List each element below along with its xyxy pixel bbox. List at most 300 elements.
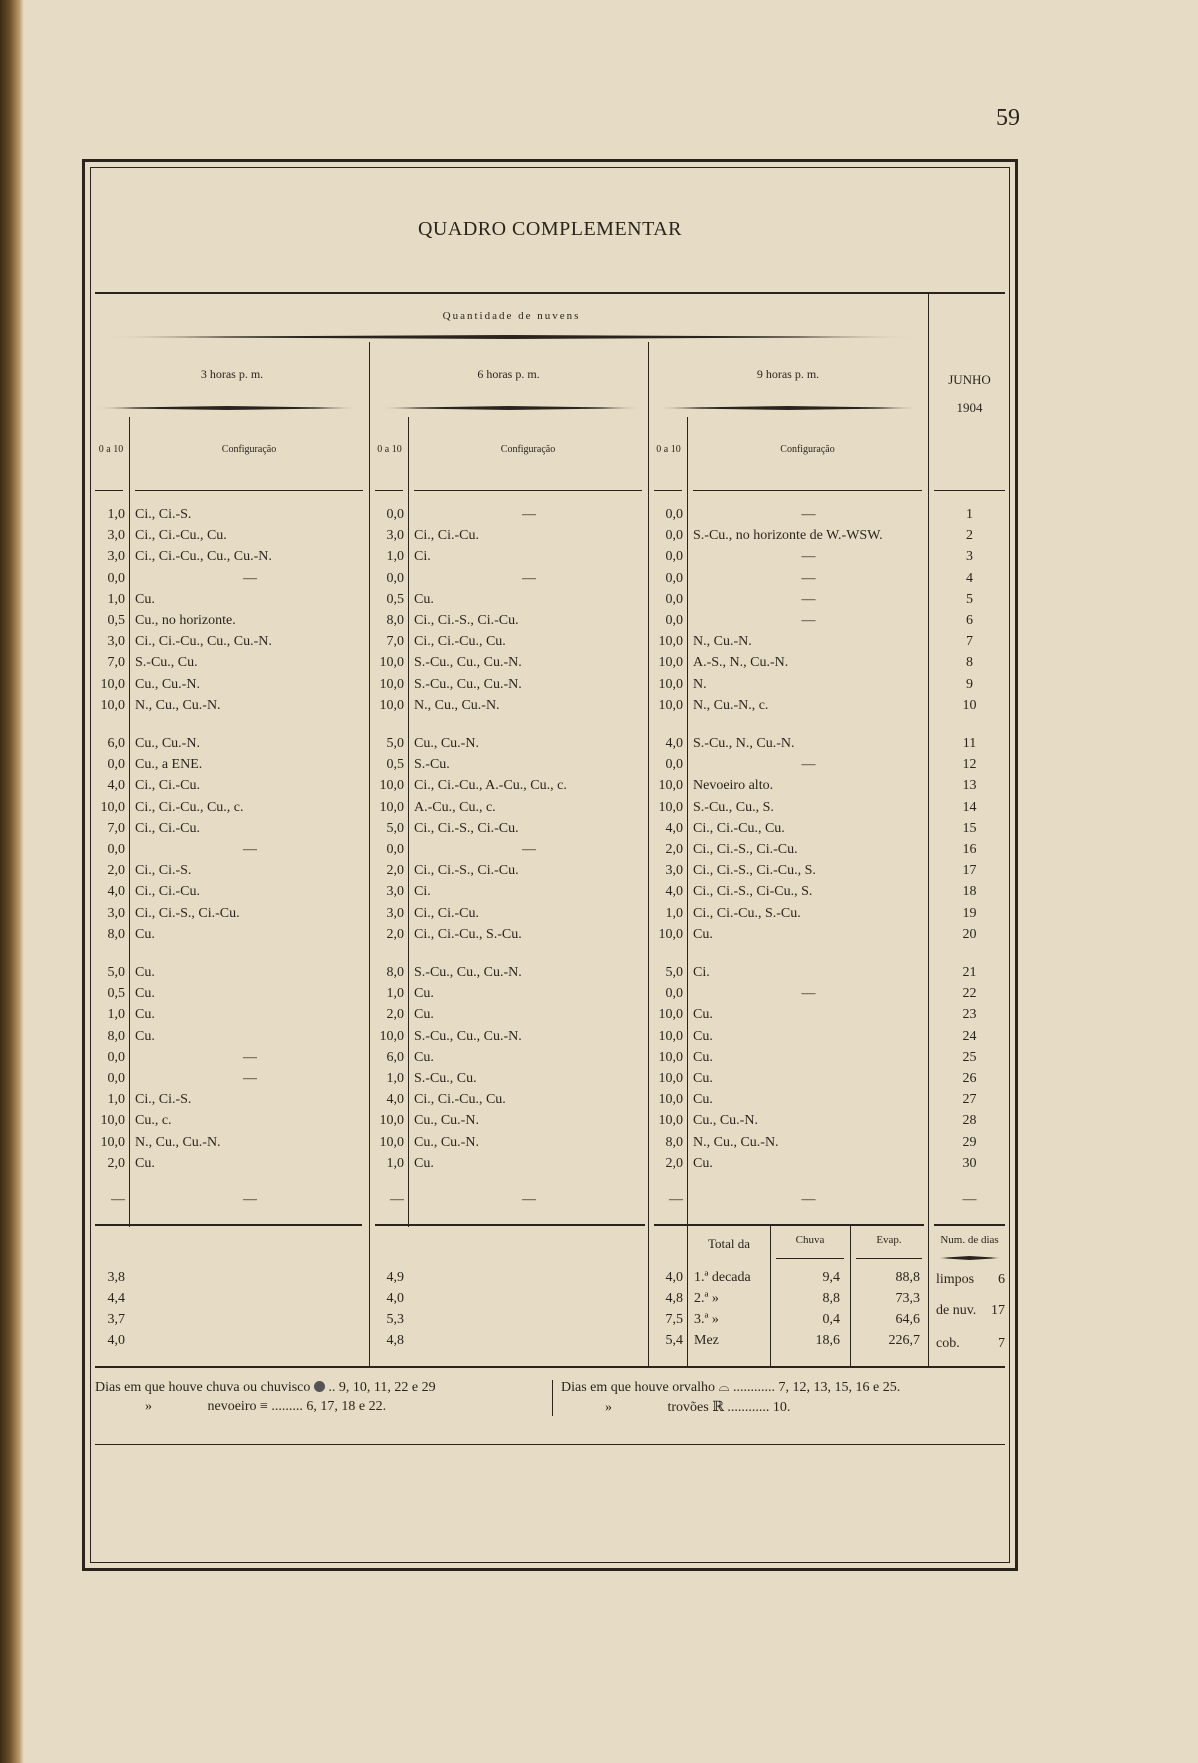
config-3pm: — <box>243 1192 257 1207</box>
cloud-amount-9pm: 10,0 <box>658 926 683 942</box>
cloud-amount-3pm: 0,5 <box>107 986 125 1002</box>
cloud-amount-3pm: 8,0 <box>107 926 125 942</box>
cloud-amount-9pm: 10,0 <box>658 1071 683 1086</box>
header-scale-9: 0 a 10 <box>656 444 681 455</box>
subdivider-6 <box>408 417 409 1227</box>
config-3pm: Ci., Ci.-Cu. <box>135 884 200 900</box>
config-3pm: N., Cu., Cu.-N. <box>135 697 221 713</box>
day-number: 24 <box>962 1028 977 1044</box>
cloud-amount-9pm: 3,0 <box>665 863 683 879</box>
config-6pm: N., Cu., Cu.-N. <box>414 697 500 713</box>
group-header: Quantidade de nuvens <box>442 310 581 322</box>
config-9pm: Ci. <box>693 965 710 980</box>
thunder-prefix: » <box>605 1400 612 1415</box>
config-3pm: N., Cu., Cu.-N. <box>135 1134 221 1150</box>
thunder-days: ............ 10. <box>727 1400 791 1415</box>
day-number: 11 <box>962 736 977 751</box>
evap-total: 88,8 <box>895 1270 920 1285</box>
config-6pm: Ci., Ci.-S., Ci.-Cu. <box>414 863 519 879</box>
evap-total: 64,6 <box>895 1312 920 1327</box>
cloud-amount-3pm: 1,0 <box>107 591 125 607</box>
bottom-rule <box>95 1444 1005 1445</box>
cloud-amount-6pm: 10,0 <box>379 1134 404 1150</box>
config-9pm: Cu. <box>693 1071 713 1086</box>
config-9pm: Cu. <box>693 1028 713 1044</box>
config-6pm: Cu., Cu.-N. <box>414 1134 479 1150</box>
config-3pm: Cu., a ENE. <box>135 757 203 773</box>
cloud-amount-3pm: 10,0 <box>100 1134 125 1150</box>
fog-symbol-icon: ≡ <box>259 1399 268 1414</box>
period-label: 3.ª » <box>694 1312 719 1327</box>
summary-subrule <box>856 1258 922 1259</box>
rain-total: 18,6 <box>815 1333 840 1348</box>
rain-symbol-icon <box>314 1381 325 1392</box>
colhead-rule <box>414 490 642 491</box>
cloud-amount-3pm: 10,0 <box>100 799 125 815</box>
config-3pm: Cu. <box>135 1007 155 1023</box>
cloud-amount-9pm: 10,0 <box>658 655 683 671</box>
config-9pm: — <box>801 549 816 565</box>
cloud-amount-9pm: 10,0 <box>658 697 683 713</box>
config-6pm: Ci. <box>414 884 431 900</box>
cloud-amount-3pm: 3,0 <box>107 528 125 544</box>
config-6pm: Cu. <box>414 1049 434 1065</box>
mean-3pm: 3,7 <box>107 1312 125 1327</box>
summary-header-evap: Evap. <box>876 1234 902 1246</box>
cloud-amount-6pm: 1,0 <box>386 1071 404 1086</box>
mean-6pm: 4,8 <box>386 1333 404 1348</box>
cloud-amount-3pm: 3,0 <box>107 549 125 565</box>
header-month: JUNHO <box>948 372 991 387</box>
divider-3-6 <box>369 342 370 1366</box>
config-6pm: Ci., Ci.-Cu., A.-Cu., Cu., c. <box>414 778 567 794</box>
day-number: 19 <box>962 905 977 921</box>
cloud-amount-6pm: 0,0 <box>386 842 404 857</box>
cloud-amount-9pm: 10,0 <box>658 1113 683 1129</box>
cloud-amount-9pm: 0,0 <box>665 757 683 773</box>
config-9pm: Ci., Ci.-S., Ci.-Cu. <box>693 842 798 857</box>
config-9pm: A.-S., N., Cu.-N. <box>693 655 789 671</box>
config-3pm: Cu., c. <box>135 1113 172 1129</box>
day-number: 25 <box>962 1049 977 1065</box>
config-3pm: Cu. <box>135 1028 155 1044</box>
config-9pm: Cu. <box>693 1007 713 1023</box>
config-6pm: Ci., Ci.-Cu., Cu. <box>414 1092 506 1108</box>
cloud-amount-3pm: 3,0 <box>107 905 125 921</box>
config-3pm: Cu. <box>135 926 155 942</box>
mean-6pm: 4,0 <box>386 1291 404 1306</box>
cloud-amount-3pm: 0,0 <box>107 757 125 773</box>
config-6pm: S.-Cu., Cu., Cu.-N. <box>414 1028 522 1044</box>
config-9pm: Ci., Ci.-S., Ci.-Cu., S. <box>693 863 816 879</box>
dew-symbol-icon: ⌓ <box>718 1380 730 1395</box>
dew-days: ............ 7, 12, 13, 15, 16 e 25. <box>733 1380 901 1395</box>
rain-total: 8,8 <box>822 1291 840 1306</box>
rain-total: 0,4 <box>822 1312 840 1327</box>
cloud-amount-6pm: — <box>390 1192 404 1207</box>
colhead-rule <box>654 490 682 491</box>
cloud-amount-3pm: 0,5 <box>107 613 125 628</box>
page-title: QUADRO COMPLEMENTAR <box>417 218 683 240</box>
header-scale-6: 0 a 10 <box>377 444 402 455</box>
config-3pm: Cu., Cu.-N. <box>135 736 200 751</box>
cloud-amount-9pm: 10,0 <box>658 799 683 815</box>
day-number: 18 <box>962 884 977 900</box>
cloud-amount-9pm: 10,0 <box>658 778 683 794</box>
config-6pm: Ci., Ci.-S., Ci.-Cu. <box>414 613 519 628</box>
summary-header-numdias: Num. de dias <box>940 1234 999 1246</box>
config-3pm: Ci., Ci.-Cu., Cu., Cu.-N. <box>135 549 272 565</box>
cloud-amount-9pm: 0,0 <box>665 507 683 522</box>
config-9pm: S.-Cu., N., Cu.-N. <box>693 736 795 751</box>
colhead-rule <box>693 490 922 491</box>
colhead-rule <box>95 490 123 491</box>
config-9pm: Cu. <box>693 1049 713 1065</box>
config-9pm: S.-Cu., Cu., S. <box>693 799 774 815</box>
config-3pm: Cu. <box>135 965 155 980</box>
config-3pm: Cu., no horizonte. <box>135 613 236 628</box>
config-9pm: — <box>801 986 816 1002</box>
mean-9pm: 4,0 <box>665 1270 683 1285</box>
cloud-amount-9pm: 10,0 <box>658 676 683 692</box>
config-6pm: Cu. <box>414 1155 434 1171</box>
config-3pm: Cu. <box>135 591 155 607</box>
config-3pm: Ci., Ci.-Cu., Cu., Cu.-N. <box>135 634 272 650</box>
cloud-amount-3pm: 10,0 <box>100 697 125 713</box>
config-6pm: Ci., Ci.-Cu. <box>414 905 479 921</box>
config-3pm: — <box>243 1049 257 1065</box>
rows-bottom-rule <box>934 1224 1005 1226</box>
cloud-amount-9pm: 10,0 <box>658 634 683 650</box>
header-9pm: 9 horas p. m. <box>756 367 820 381</box>
config-6pm: Cu. <box>414 986 434 1002</box>
cloud-amount-9pm: 0,0 <box>665 570 683 586</box>
day-number: 21 <box>962 965 977 980</box>
cloud-amount-6pm: 2,0 <box>386 926 404 942</box>
cloud-amount-9pm: 0,0 <box>665 613 683 628</box>
day-number: 30 <box>962 1155 977 1171</box>
day-number: 1 <box>966 507 973 522</box>
config-6pm: S.-Cu., Cu., Cu.-N. <box>414 676 522 692</box>
rows-bottom-rule <box>375 1224 645 1226</box>
cloud-amount-9pm: 1,0 <box>665 905 683 921</box>
config-6pm: A.-Cu., Cu., c. <box>414 799 496 815</box>
day-number: 23 <box>962 1007 977 1023</box>
cloud-amount-6pm: 1,0 <box>386 549 404 565</box>
rain-days: .. 9, 10, 11, 22 e 29 <box>328 1380 436 1395</box>
config-3pm: — <box>243 842 257 857</box>
header-config-9: Configuração <box>780 444 835 455</box>
cloud-amount-3pm: 8,0 <box>107 1028 125 1044</box>
cloud-amount-6pm: 7,0 <box>386 634 404 650</box>
cloud-amount-3pm: 3,0 <box>107 634 125 650</box>
header-3pm: 3 horas p. m. <box>200 367 264 381</box>
cloud-amount-9pm: 2,0 <box>665 1155 683 1171</box>
footnote-rain <box>95 1380 436 1396</box>
day-number: 17 <box>962 863 977 879</box>
days-value: 17 <box>991 1303 1005 1318</box>
cloud-amount-9pm: 0,0 <box>665 591 683 607</box>
cloud-amount-3pm: 7,0 <box>107 655 125 671</box>
day-number: 10 <box>962 697 977 713</box>
mean-9pm: 7,5 <box>665 1312 683 1327</box>
subdivider-3 <box>129 417 130 1227</box>
day-number: 4 <box>966 570 973 586</box>
config-3pm: Cu., Cu.-N. <box>135 676 200 692</box>
day-number: 7 <box>966 634 973 650</box>
day-number: 12 <box>962 757 977 773</box>
mean-9pm: 4,8 <box>665 1291 683 1306</box>
day-number: 22 <box>962 986 977 1002</box>
cloud-amount-6pm: 8,0 <box>386 613 404 628</box>
summary-header-chuva: Chuva <box>795 1234 825 1246</box>
cloud-amount-6pm: 3,0 <box>386 528 404 544</box>
day-number: 15 <box>962 820 977 836</box>
mean-6pm: 5,3 <box>386 1312 404 1327</box>
day-number: 9 <box>966 676 973 692</box>
config-6pm: S.-Cu., Cu., Cu.-N. <box>414 655 522 671</box>
config-3pm: Ci., Ci.-Cu., Cu., c. <box>135 799 244 815</box>
footnote-dew <box>561 1380 900 1396</box>
cloud-amount-3pm: 2,0 <box>107 1155 125 1171</box>
config-6pm: Cu. <box>414 1007 434 1023</box>
cloud-amount-9pm: 4,0 <box>665 884 683 900</box>
config-9pm: S.-Cu., no horizonte de W.-WSW. <box>693 528 883 544</box>
cloud-amount-6pm: 8,0 <box>386 965 404 980</box>
header-year: 1904 <box>956 400 983 415</box>
days-label: de nuv. <box>936 1303 977 1318</box>
config-6pm: — <box>522 507 536 522</box>
evap-total: 73,3 <box>895 1291 920 1306</box>
period-label: 1.ª decada <box>694 1270 751 1285</box>
config-9pm: N., Cu.-N. <box>693 634 752 650</box>
dew-label: Dias em que houve orvalho <box>561 1380 715 1395</box>
config-9pm: N., Cu., Cu.-N. <box>693 1134 779 1150</box>
rows-bottom-rule <box>654 1224 924 1226</box>
config-3pm: Cu. <box>135 986 155 1002</box>
cloud-amount-9pm: 8,0 <box>665 1134 683 1150</box>
cloud-amount-6pm: 10,0 <box>379 1028 404 1044</box>
config-9pm: Cu., Cu.-N. <box>693 1113 758 1129</box>
config-9pm: — <box>801 1192 816 1207</box>
period-label: Mez <box>694 1333 719 1348</box>
config-6pm: Ci. <box>414 549 431 565</box>
cloud-amount-6pm: 0,0 <box>386 507 404 522</box>
config-9pm: Cu. <box>693 926 713 942</box>
day-number: — <box>962 1192 977 1207</box>
config-6pm: Ci., Ci.-S., Ci.-Cu. <box>414 820 519 836</box>
days-value: 7 <box>998 1336 1005 1351</box>
colhead-rule <box>135 490 363 491</box>
day-number: 6 <box>966 613 973 628</box>
header-config-3: Configuração <box>221 444 277 455</box>
config-6pm: Ci., Ci.-Cu., Cu. <box>414 634 506 650</box>
cloud-amount-6pm: 10,0 <box>379 799 404 815</box>
book-spine <box>0 0 24 1763</box>
rows-bottom-rule <box>95 1224 362 1226</box>
config-3pm: Ci., Ci.-Cu. <box>135 820 200 836</box>
cloud-amount-6pm: 3,0 <box>386 884 404 900</box>
footnote-thunder <box>605 1399 790 1416</box>
days-label: cob. <box>936 1336 960 1351</box>
config-3pm: — <box>243 1071 257 1086</box>
cloud-amount-9pm: — <box>669 1192 683 1207</box>
day-number: 26 <box>962 1071 977 1086</box>
cloud-amount-6pm: 1,0 <box>386 986 404 1002</box>
config-3pm: Cu. <box>135 1155 155 1171</box>
config-3pm: S.-Cu., Cu. <box>135 655 198 671</box>
cloud-amount-6pm: 10,0 <box>379 1113 404 1129</box>
rain-total: 9,4 <box>822 1270 840 1285</box>
header-scale-3: 0 a 10 <box>98 444 124 455</box>
cloud-amount-6pm: 0,5 <box>386 757 404 773</box>
header-rule <box>95 292 1005 294</box>
cloud-amount-6pm: 1,0 <box>386 1155 404 1171</box>
cloud-amount-9pm: 0,0 <box>665 549 683 565</box>
day-number: 13 <box>962 778 977 794</box>
config-6pm: — <box>522 842 536 857</box>
cloud-amount-6pm: 5,0 <box>386 820 404 836</box>
fog-label: nevoeiro <box>207 1399 257 1414</box>
cloud-amount-9pm: 10,0 <box>658 1028 683 1044</box>
mean-3pm: 4,0 <box>107 1333 125 1348</box>
cloud-amount-3pm: 10,0 <box>100 1113 125 1129</box>
config-9pm: — <box>801 591 816 607</box>
cloud-amount-6pm: 6,0 <box>386 1049 404 1065</box>
cloud-amount-3pm: 7,0 <box>107 820 125 836</box>
summary-header-total: Total da <box>707 1236 751 1251</box>
footnote-divider <box>552 1380 553 1416</box>
cloud-amount-3pm: — <box>111 1192 125 1207</box>
summary-subrule <box>776 1258 844 1259</box>
cloud-amount-3pm: 0,0 <box>107 570 125 586</box>
config-3pm: — <box>243 570 257 586</box>
cloud-amount-3pm: 6,0 <box>107 736 125 751</box>
mean-3pm: 4,4 <box>107 1291 125 1306</box>
config-3pm: Ci., Ci.-S. <box>135 863 192 879</box>
footnote-fog <box>145 1399 386 1415</box>
cloud-amount-9pm: 5,0 <box>665 965 683 980</box>
config-9pm: N., Cu.-N., c. <box>693 697 769 713</box>
cloud-amount-3pm: 1,0 <box>107 1007 125 1023</box>
config-6pm: — <box>522 1192 536 1207</box>
cloud-amount-3pm: 0,0 <box>107 1049 125 1065</box>
divider-6-9 <box>648 342 649 1366</box>
cloud-amount-3pm: 4,0 <box>107 778 125 794</box>
rain-label: Dias em que houve chuva ou chuvisco <box>95 1380 311 1395</box>
cloud-amount-9pm: 4,0 <box>665 820 683 836</box>
page-number: 59 <box>996 105 1020 131</box>
days-label: limpos <box>936 1272 975 1287</box>
cloud-amount-6pm: 3,0 <box>386 905 404 921</box>
cloud-amount-3pm: 10,0 <box>100 676 125 692</box>
footnote-rule <box>95 1366 1005 1368</box>
thunder-symbol-icon: ℝ <box>712 1400 724 1415</box>
config-3pm: Ci., Ci.-S. <box>135 507 192 522</box>
day-number: 5 <box>966 591 973 607</box>
config-9pm: Ci., Ci.-Cu., Cu. <box>693 820 785 836</box>
cloud-amount-6pm: 10,0 <box>379 697 404 713</box>
cloud-amount-6pm: 2,0 <box>386 863 404 879</box>
cloud-amount-9pm: 2,0 <box>665 842 683 857</box>
cloud-amount-6pm: 5,0 <box>386 736 404 751</box>
cloud-amount-9pm: 0,0 <box>665 986 683 1002</box>
config-9pm: — <box>801 757 816 773</box>
mean-3pm: 3,8 <box>107 1270 125 1285</box>
config-6pm: Cu., Cu.-N. <box>414 1113 479 1129</box>
config-6pm: Ci., Ci.-Cu., S.-Cu. <box>414 926 522 942</box>
header-config-6: Configuração <box>500 444 556 455</box>
days-value: 6 <box>998 1272 1005 1287</box>
config-9pm: Nevoeiro alto. <box>693 778 774 794</box>
config-9pm: — <box>801 507 816 522</box>
cloud-amount-6pm: 10,0 <box>379 778 404 794</box>
mean-9pm: 5,4 <box>665 1333 683 1348</box>
cloud-amount-3pm: 1,0 <box>107 1092 125 1108</box>
config-3pm: Ci., Ci.-Cu., Cu. <box>135 528 227 544</box>
colhead-rule <box>375 490 403 491</box>
day-number: 3 <box>966 549 973 565</box>
cloud-amount-9pm: 0,0 <box>665 528 683 544</box>
cloud-amount-6pm: 2,0 <box>386 1007 404 1023</box>
fog-prefix: » <box>145 1399 152 1414</box>
mean-6pm: 4,9 <box>386 1270 404 1285</box>
config-6pm: Cu. <box>414 591 434 607</box>
table-frame <box>82 159 1018 1571</box>
config-6pm: S.-Cu. <box>414 757 450 773</box>
cloud-amount-6pm: 4,0 <box>386 1092 404 1108</box>
cloud-amount-9pm: 4,0 <box>665 736 683 751</box>
day-number: 29 <box>962 1134 977 1150</box>
config-3pm: Ci., Ci.-S. <box>135 1092 192 1108</box>
thunder-label: trovões <box>667 1400 709 1415</box>
period-label: 2.ª » <box>694 1291 719 1306</box>
cloud-amount-3pm: 1,0 <box>107 507 125 522</box>
cloud-amount-9pm: 10,0 <box>658 1007 683 1023</box>
day-number: 8 <box>966 655 973 671</box>
config-6pm: Ci., Ci.-Cu. <box>414 528 479 544</box>
day-number: 2 <box>966 528 973 544</box>
config-3pm: Ci., Ci.-S., Ci.-Cu. <box>135 905 240 921</box>
config-9pm: — <box>801 570 816 586</box>
cloud-amount-9pm: 10,0 <box>658 1049 683 1065</box>
config-9pm: N. <box>693 676 707 692</box>
config-9pm: — <box>801 613 816 628</box>
fog-days: ......... 6, 17, 18 e 22. <box>271 1399 387 1414</box>
cloud-amount-6pm: 10,0 <box>379 676 404 692</box>
cloud-amount-3pm: 4,0 <box>107 884 125 900</box>
header-6pm: 6 horas p. m. <box>477 367 540 381</box>
cloud-amount-6pm: 10,0 <box>379 655 404 671</box>
config-9pm: Cu. <box>693 1092 713 1108</box>
config-6pm: — <box>522 570 536 586</box>
cloud-amount-6pm: 0,5 <box>386 591 404 607</box>
config-9pm: Cu. <box>693 1155 713 1171</box>
config-6pm: S.-Cu., Cu. <box>414 1071 477 1086</box>
cloud-amount-6pm: 0,0 <box>386 570 404 586</box>
cloud-amount-3pm: 0,0 <box>107 1071 125 1086</box>
config-6pm: S.-Cu., Cu., Cu.-N. <box>414 965 522 980</box>
cloud-amount-9pm: 10,0 <box>658 1092 683 1108</box>
config-9pm: Ci., Ci.-S., Ci-Cu., S. <box>693 884 813 900</box>
day-number: 16 <box>962 842 977 857</box>
cloud-amount-3pm: 5,0 <box>107 965 125 980</box>
config-6pm: Cu., Cu.-N. <box>414 736 479 751</box>
cloud-amount-3pm: 0,0 <box>107 842 125 857</box>
day-number: 28 <box>962 1113 977 1129</box>
config-3pm: Ci., Ci.-Cu. <box>135 778 200 794</box>
cloud-amount-3pm: 2,0 <box>107 863 125 879</box>
